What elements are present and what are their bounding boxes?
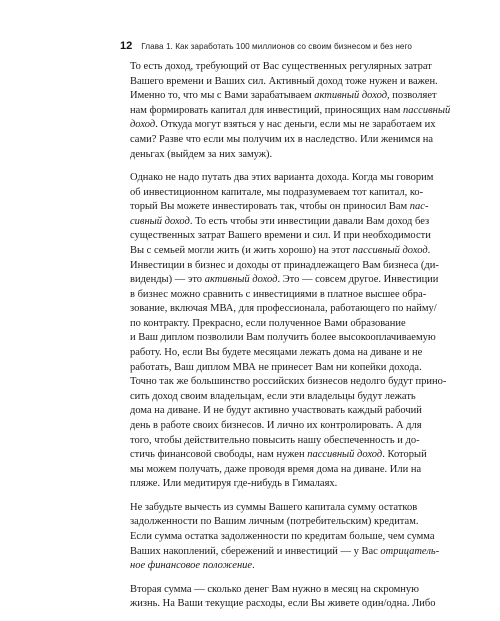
text-line	[130, 317, 406, 332]
page-number: 12	[120, 40, 133, 52]
text-run: . То есть чтобы эти инвестиции давали Вам доход без	[189, 215, 430, 227]
text-run: по контракту. Прекрасно, если полученное Вами образование	[130, 317, 406, 329]
text-run: нам формировать капитал для инвестиций, приносящих нам	[130, 104, 404, 116]
text-line	[130, 434, 420, 449]
text-run: Именно то, что мы с Вами зарабатываем	[130, 90, 315, 102]
text-run: мы можем получать, даже проводя время дома на диване. Или на	[130, 463, 422, 475]
italic-text: пассивный	[403, 104, 451, 116]
text-run: Вашего времени и Ваших сил. Активный доход тоже нужен и важен.	[130, 75, 438, 87]
text-run: .	[252, 560, 255, 572]
text-line	[130, 545, 440, 560]
text-run: То есть доход, требующий от Вас существенных регулярных затрат	[130, 61, 432, 72]
italic-text: пассивный доход	[307, 449, 383, 461]
text-line	[130, 501, 418, 516]
text-run: сить доход своим владельцам, если эти владельцы будут лежать	[130, 390, 416, 402]
text-line	[130, 583, 419, 598]
text-line	[130, 390, 416, 405]
text-run: существенных затрат Вашего времени и сил. И при необходимости	[130, 230, 431, 242]
text-line	[130, 559, 393, 574]
text-line	[130, 361, 422, 376]
text-run: работу. Но, если Вы будете месяцами лежать дома на диване и не	[130, 347, 423, 359]
text-line	[130, 448, 427, 463]
text-line	[130, 186, 424, 201]
text-line	[130, 404, 422, 419]
paragraph	[130, 501, 440, 574]
running-head: Глава 1. Как заработать 100 миллионов со своим бизнесом и без него	[141, 42, 412, 51]
text-line	[130, 148, 393, 163]
text-line	[130, 463, 422, 478]
text-line	[130, 346, 423, 361]
italic-text: ное финансовое положение	[130, 560, 253, 572]
text-line	[130, 244, 431, 259]
text-line	[130, 75, 438, 90]
italic-text: пассивный доход	[352, 244, 428, 256]
text-line	[130, 288, 427, 303]
text-run: .	[427, 244, 431, 256]
text-line	[130, 530, 435, 545]
italic-text: сивный доход	[130, 215, 190, 227]
text-run: задолженности по Вашим личным (потребительским) кредитам.	[130, 516, 419, 528]
text-run: работать, Ваш диплом МВА не принесет Вам ни копейки дохода.	[130, 361, 422, 373]
text-run: . Который	[382, 449, 427, 461]
text-line	[130, 515, 419, 530]
text-run: зование, включая МВА, для профессионала, работающего по найму/	[130, 303, 437, 315]
italic-text: отрицатель-	[380, 545, 440, 557]
text-run: Не забудьте вычесть из суммы Вашего капитала сумму остатков	[130, 501, 418, 513]
text-run: , позволяет	[387, 90, 437, 102]
text-run: Инвестиции в бизнес и доходы от принадлежащего Вам бизнеса (ди-	[130, 259, 439, 271]
text-run: дома на диване. И не будут активно участвовать каждый рабочий	[130, 405, 422, 417]
text-run: день в работе своих бизнесов. И лично их контролировать. А для	[130, 420, 422, 432]
text-line	[130, 259, 439, 274]
text-line	[130, 60, 432, 75]
text-run: . Это — совсем другое. Инвестиции	[277, 274, 439, 286]
text-line	[130, 104, 451, 119]
text-line	[130, 597, 436, 612]
text-run: . Откуда могут взяться у нас деньги, если мы не заработаем их	[155, 119, 436, 131]
text-run: Однако не надо путать два этих варианта дохода. Когда мы говорим	[130, 171, 434, 183]
text-line	[130, 133, 434, 148]
text-line	[130, 118, 436, 133]
italic-text: пас-	[409, 201, 429, 213]
text-line	[130, 477, 393, 492]
text-line	[130, 171, 434, 186]
text-run: стичь финансовой свободы, нам нужен	[130, 449, 308, 461]
page-header	[120, 40, 440, 54]
text-run: в бизнес можно сравнить с инвестициями в платное высшее обра-	[130, 288, 427, 300]
text-run: Ваших накоплений, сбережений и инвестиций — у Вас	[130, 545, 381, 557]
paragraph	[130, 583, 436, 612]
text-run: виденды) — это	[130, 274, 205, 286]
text-line	[130, 331, 436, 346]
paragraph	[130, 171, 447, 492]
text-run: Точно так же большинство российских бизнесов недолго будут прино-	[130, 376, 447, 388]
text-run: и Ваш диплом позволили Вам получить более высокооплачиваемую	[130, 332, 436, 344]
text-line	[130, 229, 431, 244]
text-run: Вы с семьей могли жить (и жить хорошо) на этот	[130, 244, 353, 256]
paragraph	[130, 60, 451, 162]
text-line	[130, 302, 437, 317]
text-line	[130, 200, 429, 215]
text-run: деньгах (выйдем за них замуж).	[130, 148, 273, 160]
body-text	[130, 60, 451, 621]
text-line	[130, 375, 447, 390]
text-line	[130, 215, 430, 230]
text-run: пляже. Или медитируя где-нибудь в Гималаях.	[130, 478, 338, 490]
text-run: торый Вы можете инвестировать так, чтобы он приносил Вам	[130, 201, 410, 213]
text-line	[130, 89, 437, 104]
text-line	[130, 273, 439, 288]
text-run: Вторая сумма — сколько денег Вам нужно в месяц на скромную	[130, 583, 419, 595]
text-run: об инвестиционном капитале, мы подразумеваем тот капитал, ко-	[130, 186, 424, 198]
text-line	[130, 419, 422, 434]
text-run: сами? Разве что если мы получим их в наследство. Или женимся на	[130, 133, 434, 145]
italic-text: активный доход	[204, 274, 278, 286]
italic-text: активный доход	[314, 90, 388, 102]
text-run: жизнь. На Ваши текущие расходы, если Вы живете один/одна. Либо	[130, 598, 436, 610]
italic-text: доход	[130, 119, 156, 131]
text-run: того, чтобы действительно повысить нашу обеспеченность и до-	[130, 434, 420, 446]
text-run: Если сумма остатка задолженности по кредитам больше, чем сумма	[130, 531, 435, 542]
